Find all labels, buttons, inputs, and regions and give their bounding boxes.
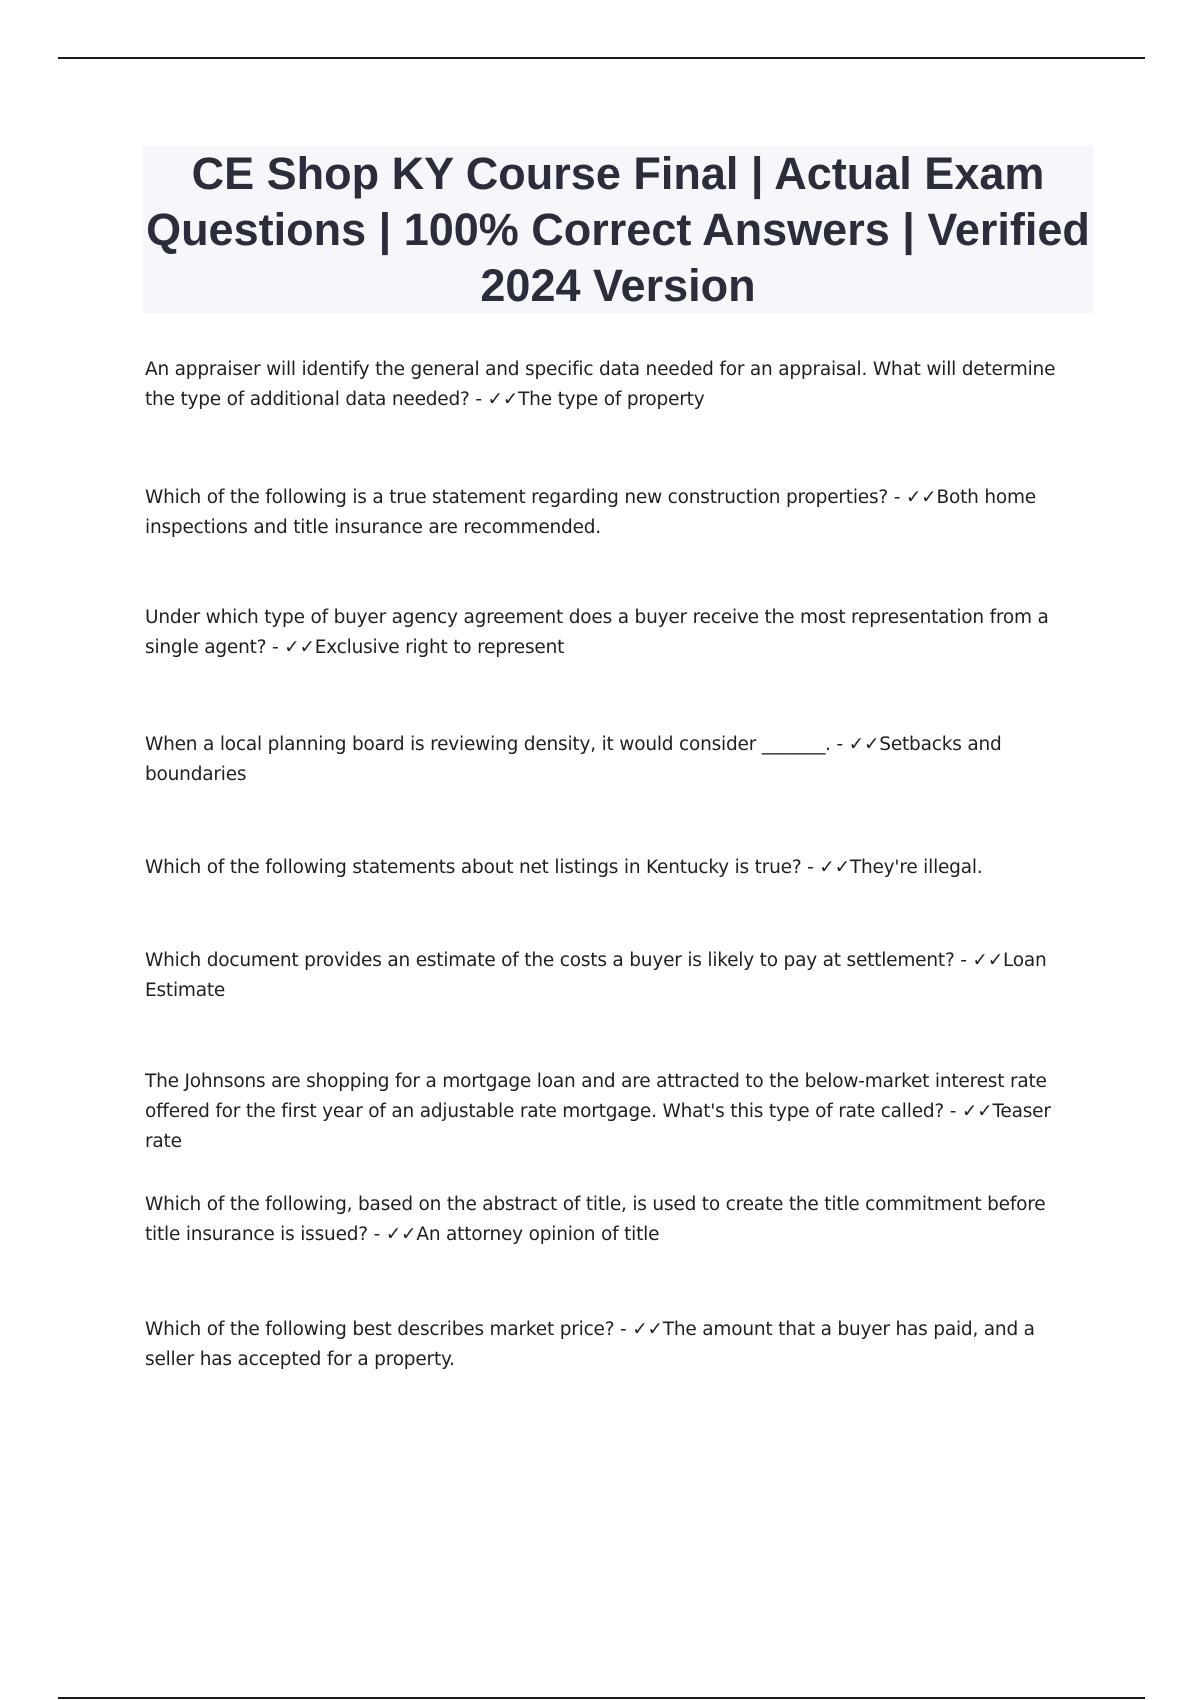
question-item: When a local planning board is reviewing density, it would consider _______. - ✓✓Setbacks and boundaries	[145, 734, 1002, 785]
question-item: Which document provides an estimate of the costs a buyer is likely to pay at settlement? - ✓✓Loan Estimate	[145, 950, 1047, 1001]
question-item: Which of the following best describes market price? - ✓✓The amount that a buyer has paid, and a seller has accepted for a property.	[145, 1319, 1035, 1370]
title-banner	[143, 146, 1093, 313]
top-divider	[58, 57, 1145, 59]
page-title: CE Shop KY Course Final | Actual Exam Questions | 100% Correct Answers | Verified 2024 Version	[146, 147, 1090, 311]
question-item: Under which type of buyer agency agreement does a buyer receive the most representation from a single agent? - ✓✓Exclusive right to represent	[145, 607, 1049, 658]
bottom-divider	[58, 1697, 1145, 1699]
question-item: Which of the following is a true statement regarding new construction properties? - ✓✓Both home inspections and title insurance are recommended.	[145, 487, 1036, 538]
question-item: Which of the following statements about net listings in Kentucky is true? - ✓✓They're illegal.	[145, 857, 983, 878]
question-item: The Johnsons are shopping for a mortgage loan and are attracted to the below-market interest rate offered for the first year of an adjustable rate mortgage. What's this type of rate called? - ✓✓Teaser rate	[145, 1071, 1051, 1152]
question-item: An appraiser will identify the general and specific data needed for an appraisal. What will determine the type of additional data needed? - ✓✓The type of property	[145, 359, 1056, 410]
question-item: Which of the following, based on the abstract of title, is used to create the title commitment before title insurance is issued? - ✓✓An attorney opinion of title	[145, 1194, 1046, 1245]
